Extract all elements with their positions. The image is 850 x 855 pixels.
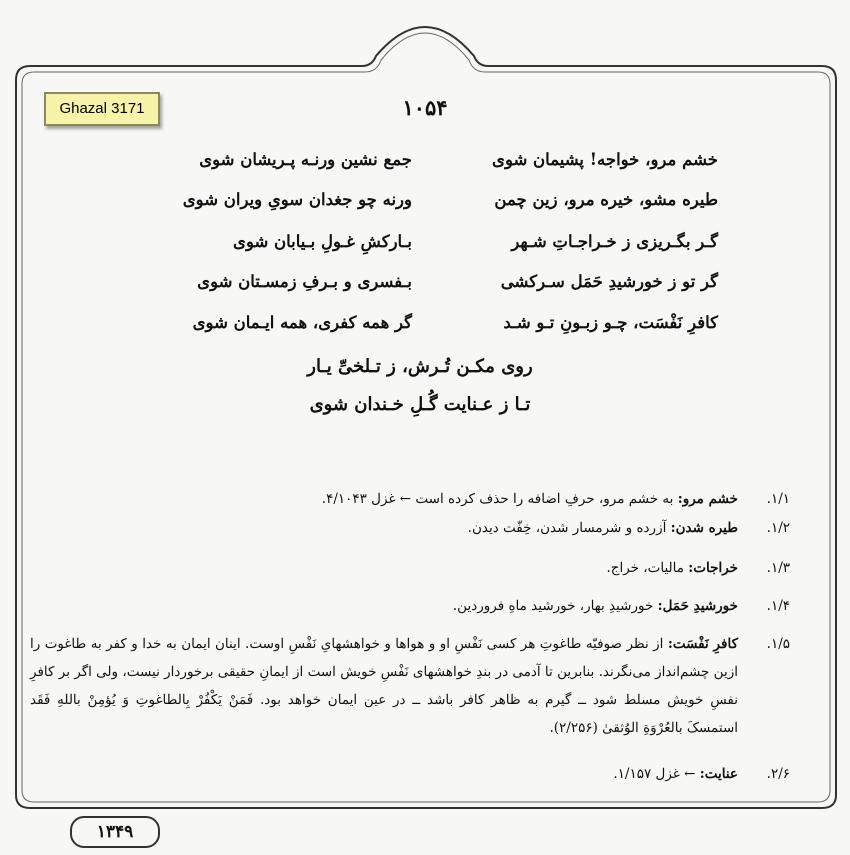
note-term: خورشیدِ حَمَل:: [657, 598, 738, 614]
note-number: ۱/۴.: [766, 598, 790, 614]
ghazal-number: ۱۰۵۴: [402, 95, 448, 120]
verse-5-first: کافرِ نَفْسَت، چـو زبـونِ تـو شـد: [503, 313, 718, 332]
ghazal-tag-label: Ghazal 3171: [44, 92, 160, 126]
final-couplet-second: تـا ز عـنایت گُـلِ خـندان شوی: [309, 394, 531, 415]
note-term: کافرِ نَفْسَت:: [667, 636, 739, 652]
note-2: [30, 520, 790, 536]
note-term: خشم مرو:: [677, 491, 738, 507]
verse-3-second: بـارکشِ غـولِ بـیابان شوی: [233, 232, 412, 251]
verse-4-first: گر تو ز خورشیدِ حَمَل سـرکشی: [500, 272, 718, 291]
verse-2-second: ورنه چو جغدان سویِ ویران شوی: [182, 190, 412, 209]
note-term: خراجات:: [688, 560, 738, 576]
note-text: از نظر صوفیّه طاغوتِ هر کسی نَفْسِ او و هواها و خواهشهایِ نَفْسِ اوست. اینان ایمان به خدا و کفر به طاغوت را ازین چشم‌انداز می‌نگرند. بنابرین تا آدمی در بندِ خواهشهای نَفْسِ خویش است از ایمانِ حقیقی برخوردار نیست، ولی اگر بر کافرِ نفسِ خویش مسلط شود ــ گیرم به ظاهر کافر باشد ــ در عین ایمان خواهد بود. فَمَنْ یَکْفُرْ بِالطاغوتِ وَ یُؤمِنْ باللهِ فَقَد استمسکَ بالعُرْوَةِ الوُثقیٰ (۲/۲۵۶).: [30, 636, 738, 736]
note-text: به خشم مرو، حرفِ اضافه را حذف کرده است ← غزل ۴/۱۰۴۳.: [321, 491, 674, 507]
note-text: مالیات، خراج.: [606, 560, 684, 576]
note-number: ۲/۶.: [766, 766, 790, 782]
note-text: آزرده و شرمسار شدن، خِفّت دیدن.: [467, 520, 667, 536]
verse-5-second: گر همه کفری، همه ایـمان شوی: [192, 313, 412, 332]
note-3: [30, 560, 790, 576]
note-6: [30, 766, 790, 782]
final-couplet-first: روی مکـن تُـرش، ز تـلخیِّ یـار: [307, 356, 533, 377]
verse-3-first: گـر بگـریزی ز خـراجـاتِ شـهر: [511, 232, 718, 251]
verse-2-first: طیره مشو، خیره مرو، زین چمن: [494, 190, 718, 209]
note-1: [30, 491, 790, 507]
note-term: عنایت:: [699, 766, 738, 782]
note-5: [30, 630, 790, 742]
note-number: ۱/۵.: [766, 636, 790, 652]
page-number: ۱۳۴۹: [70, 816, 160, 848]
note-text: خورشیدِ بهار، خورشید ماهِ فروردین.: [452, 598, 654, 614]
note-number: ۱/۲.: [766, 520, 790, 536]
note-number: ۱/۱.: [766, 491, 790, 507]
verse-4-second: بـفسری و بـرفِ زمسـتان شوی: [197, 272, 412, 291]
note-number: ۱/۳.: [766, 560, 790, 576]
verse-1-second: جمع نشین ورنـه پـریشان شوی: [199, 150, 412, 169]
note-text: ← غزل ۱/۱۵۷.: [613, 766, 696, 782]
note-term: طیره شدن:: [670, 520, 738, 536]
note-4: [30, 598, 790, 614]
verse-1-first: خشم مرو، خواجه! پشیمان شوی: [492, 150, 718, 169]
